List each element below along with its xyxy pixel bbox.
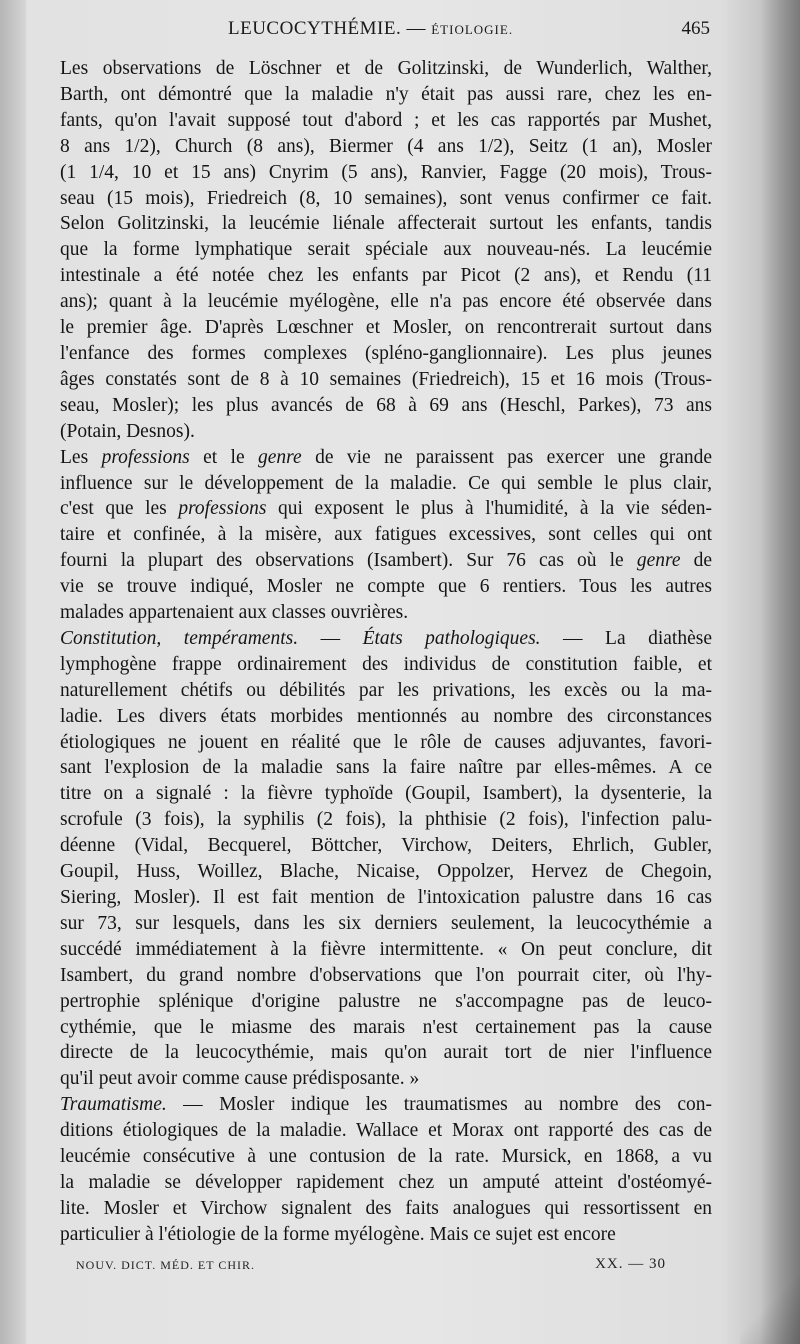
page-gutter [0,0,26,1344]
text-line: scrofule (3 fois), la syphilis (2 fois), la phthisie (2 fois), l'infection palu- [60,809,712,831]
text-line: lite. Mosler et Virchow signalent des faits analogues qui ressortissent en [60,1197,712,1219]
text-line: seau (15 mois), Friedreich (8, 10 semaines), sont venus confirmer ce fait. [60,187,712,209]
running-title [228,18,513,40]
text-line: fourni la plupart des observations (Isambert). Sur 76 cas où le genre de [60,550,712,572]
body-text [46,56,712,1248]
page-edge-shadow [760,0,800,1344]
text-line: que la forme lymphatique serait spéciale aux nouveau-nés. La leucémie [60,239,712,261]
text-line: c'est que les professions qui exposent le plus à l'humidité, à la vie séden- [60,498,712,520]
text-line: la maladie se développer rapidement chez un amputé atteint d'ostéomyé- [60,1171,712,1193]
page-footer [76,1258,676,1280]
text-line: intestinale a été notée chez les enfants par Picot (2 ans), et Rendu (11 [60,265,712,287]
page-corner-shadow [740,1224,800,1344]
text-line: (1 1/4, 10 et 15 ans) Cnyrim (5 ans), Ranvier, Fagge (20 mois), Trous- [60,161,712,183]
text-line: Les professions et le genre de vie ne paraissent pas exercer une grande [60,446,712,468]
text-line: succédé immédiatement à la fièvre intermittente. « On peut conclure, dit [60,938,712,960]
paragraph [46,626,712,1092]
text-line: Siering, Mosler). Il est fait mention de l'intoxication palustre dans 16 cas [60,887,712,908]
running-title-dash: — [406,18,426,39]
paragraph [46,56,712,445]
footer-signature: NOUV. DICT. MÉD. ET CHIR. [76,1258,256,1272]
text-line: seau, Mosler); les plus avancés de 68 à 69 ans (Heschl, Parkes), 73 ans [60,394,712,416]
running-title-main: LEUCOCYTHÉMIE. [228,18,402,39]
text-line: Constitution, tempéraments. — États pathologiques. — La diathèse [60,627,712,649]
text-line: 8 ans 1/2), Church (8 ans), Biermer (4 ans 1/2), Seitz (1 an), Mosler [60,135,712,157]
text-line: Traumatisme. — Mosler indique les traumatismes au nombre des con- [60,1094,712,1116]
running-title-section: ÉTIOLOGIE. [431,22,514,37]
text-line: directe de la leucocythémie, mais qu'on aurait tort de nier l'influence [60,1042,712,1064]
text-line: déenne (Vidal, Becquerel, Böttcher, Virchow, Deiters, Ehrlich, Gubler, [60,835,712,857]
text-line: sant l'explosion de la maladie sans la faire naître par elles-mêmes. A ce [60,757,712,779]
text-line: ladie. Les divers états morbides mentionnés au nombre des circonstances [60,705,712,727]
text-line: leucémie consécutive à une contusion de la rate. Mursick, en 1868, a vu [60,1146,712,1168]
text-line: sur 73, sur lesquels, dans les six derniers seulement, la leucocythémie a [60,912,712,934]
text-line: pertrophie splénique d'origine palustre ne s'accompagne pas de leuco- [60,990,712,1012]
paragraph [46,1092,712,1247]
text-line: qu'il peut avoir comme cause prédisposante. » [60,1068,420,1090]
text-line: naturellement chétifs ou débilités par les privations, les excès ou la ma- [60,679,712,701]
text-line: cythémie, que le miasme des marais n'est certainement pas la cause [60,1016,712,1038]
text-line: Goupil, Huss, Woillez, Blache, Nicaise, Oppolzer, Hervez de Chegoin, [60,861,712,883]
text-line: lymphogène frappe ordinairement des individus de constitution faible, et [60,653,712,675]
text-line: l'enfance des formes complexes (spléno-ganglionnaire). Les plus jeunes [60,342,712,364]
running-header [60,18,710,48]
text-line: ans); quant à la leucémie myélogène, elle n'a pas encore été observée dans [60,291,712,313]
text-line: malades appartenaient aux classes ouvrières. [60,602,409,624]
text-line: ditions étiologiques de la maladie. Wallace et Morax ont rapporté des cas de [60,1120,712,1142]
text-line: Barth, ont démontré que la maladie n'y était pas aussi rare, chez les en- [60,83,712,105]
text-line: fants, qu'on l'avait supposé tout d'abord ; et les cas rapportés par Mushet, [60,109,712,131]
text-line: Isambert, du grand nombre d'observations que l'on pourrait citer, où l'hy- [60,964,712,986]
text-line: influence sur le développement de la maladie. Ce qui semble le plus clair, [60,472,712,494]
text-line: le premier âge. D'après Lœschner et Mosler, on rencontrerait surtout dans [60,317,712,339]
footer-sheet-number: XX. — 30 [595,1256,666,1272]
text-line: étiologiques ne jouent en réalité que le rôle de causes adjuvantes, favori- [60,731,712,753]
page-number: 465 [681,18,710,39]
text-line: titre on a signalé : la fièvre typhoïde (Goupil, Isambert), la dysenterie, la [60,783,712,805]
text-line: particulier à l'étiologie de la forme myélogène. Mais ce sujet est encore [60,1223,616,1245]
text-line: Les observations de Löschner et de Golitzinski, de Wunderlich, Walther, [60,58,712,79]
text-line: Selon Golitzinski, la leucémie liénale affecterait surtout les enfants, tandis [60,213,712,235]
text-line: (Potain, Desnos). [60,420,195,442]
text-line: vie se trouve indiqué, Mosler ne compte que 6 rentiers. Tous les autres [60,576,712,598]
text-line: taire et confinée, à la misère, aux fatigues excessives, sont celles qui ont [60,524,712,546]
paragraph [46,445,712,626]
text-line: âges constatés sont de 8 à 10 semaines (Friedreich), 15 et 16 mois (Trous- [60,368,712,390]
